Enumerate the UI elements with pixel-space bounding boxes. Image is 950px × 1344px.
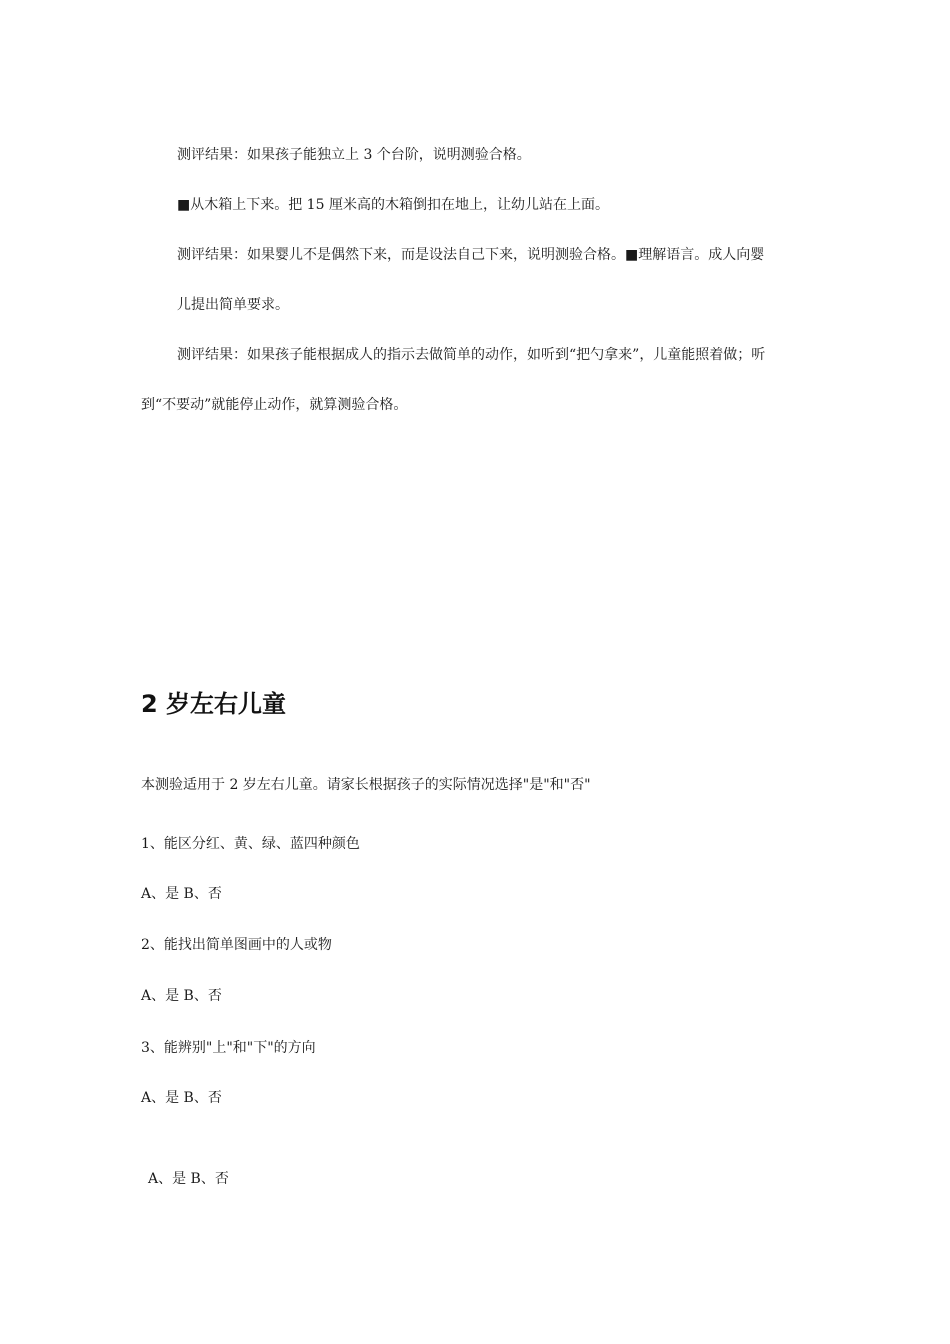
trailing-options: A、是 B、否	[148, 1171, 229, 1187]
question-3: 3、能辨别"上"和"下"的方向	[141, 1040, 316, 1056]
result-paragraph-2-line-1: 测评结果：如果婴儿不是偶然下来，而是设法自己下来，说明测验合格。■理解语言。成人向婴	[177, 247, 765, 263]
intro-paragraph: 本测验适用于 2 岁左右儿童。请家长根据孩子的实际情况选择"是"和"否"	[141, 777, 591, 793]
procedure-paragraph-box: ■从木箱上下来。把 15 厘米高的木箱倒扣在地上，让幼儿站在上面。	[177, 197, 609, 213]
question-2: 2、能找出简单图画中的人或物	[141, 937, 332, 953]
question-3-options: A、是 B、否	[141, 1090, 222, 1106]
question-1-options: A、是 B、否	[141, 886, 222, 902]
result-paragraph-1: 测评结果：如果孩子能独立上 3 个台阶，说明测验合格。	[177, 147, 531, 163]
question-2-options: A、是 B、否	[141, 988, 222, 1004]
result-paragraph-3-line-1: 测评结果：如果孩子能根据成人的指示去做简单的动作，如听到“把勺拿来”，儿童能照着做；听	[177, 347, 766, 363]
section-heading: 2 岁左右儿童	[141, 690, 287, 718]
question-1: 1、能区分红、黄、绿、蓝四种颜色	[141, 836, 360, 852]
result-paragraph-2-line-2: 儿提出简单要求。	[177, 297, 289, 313]
result-paragraph-3-line-2: 到“不要动”就能停止动作，就算测验合格。	[141, 397, 408, 413]
